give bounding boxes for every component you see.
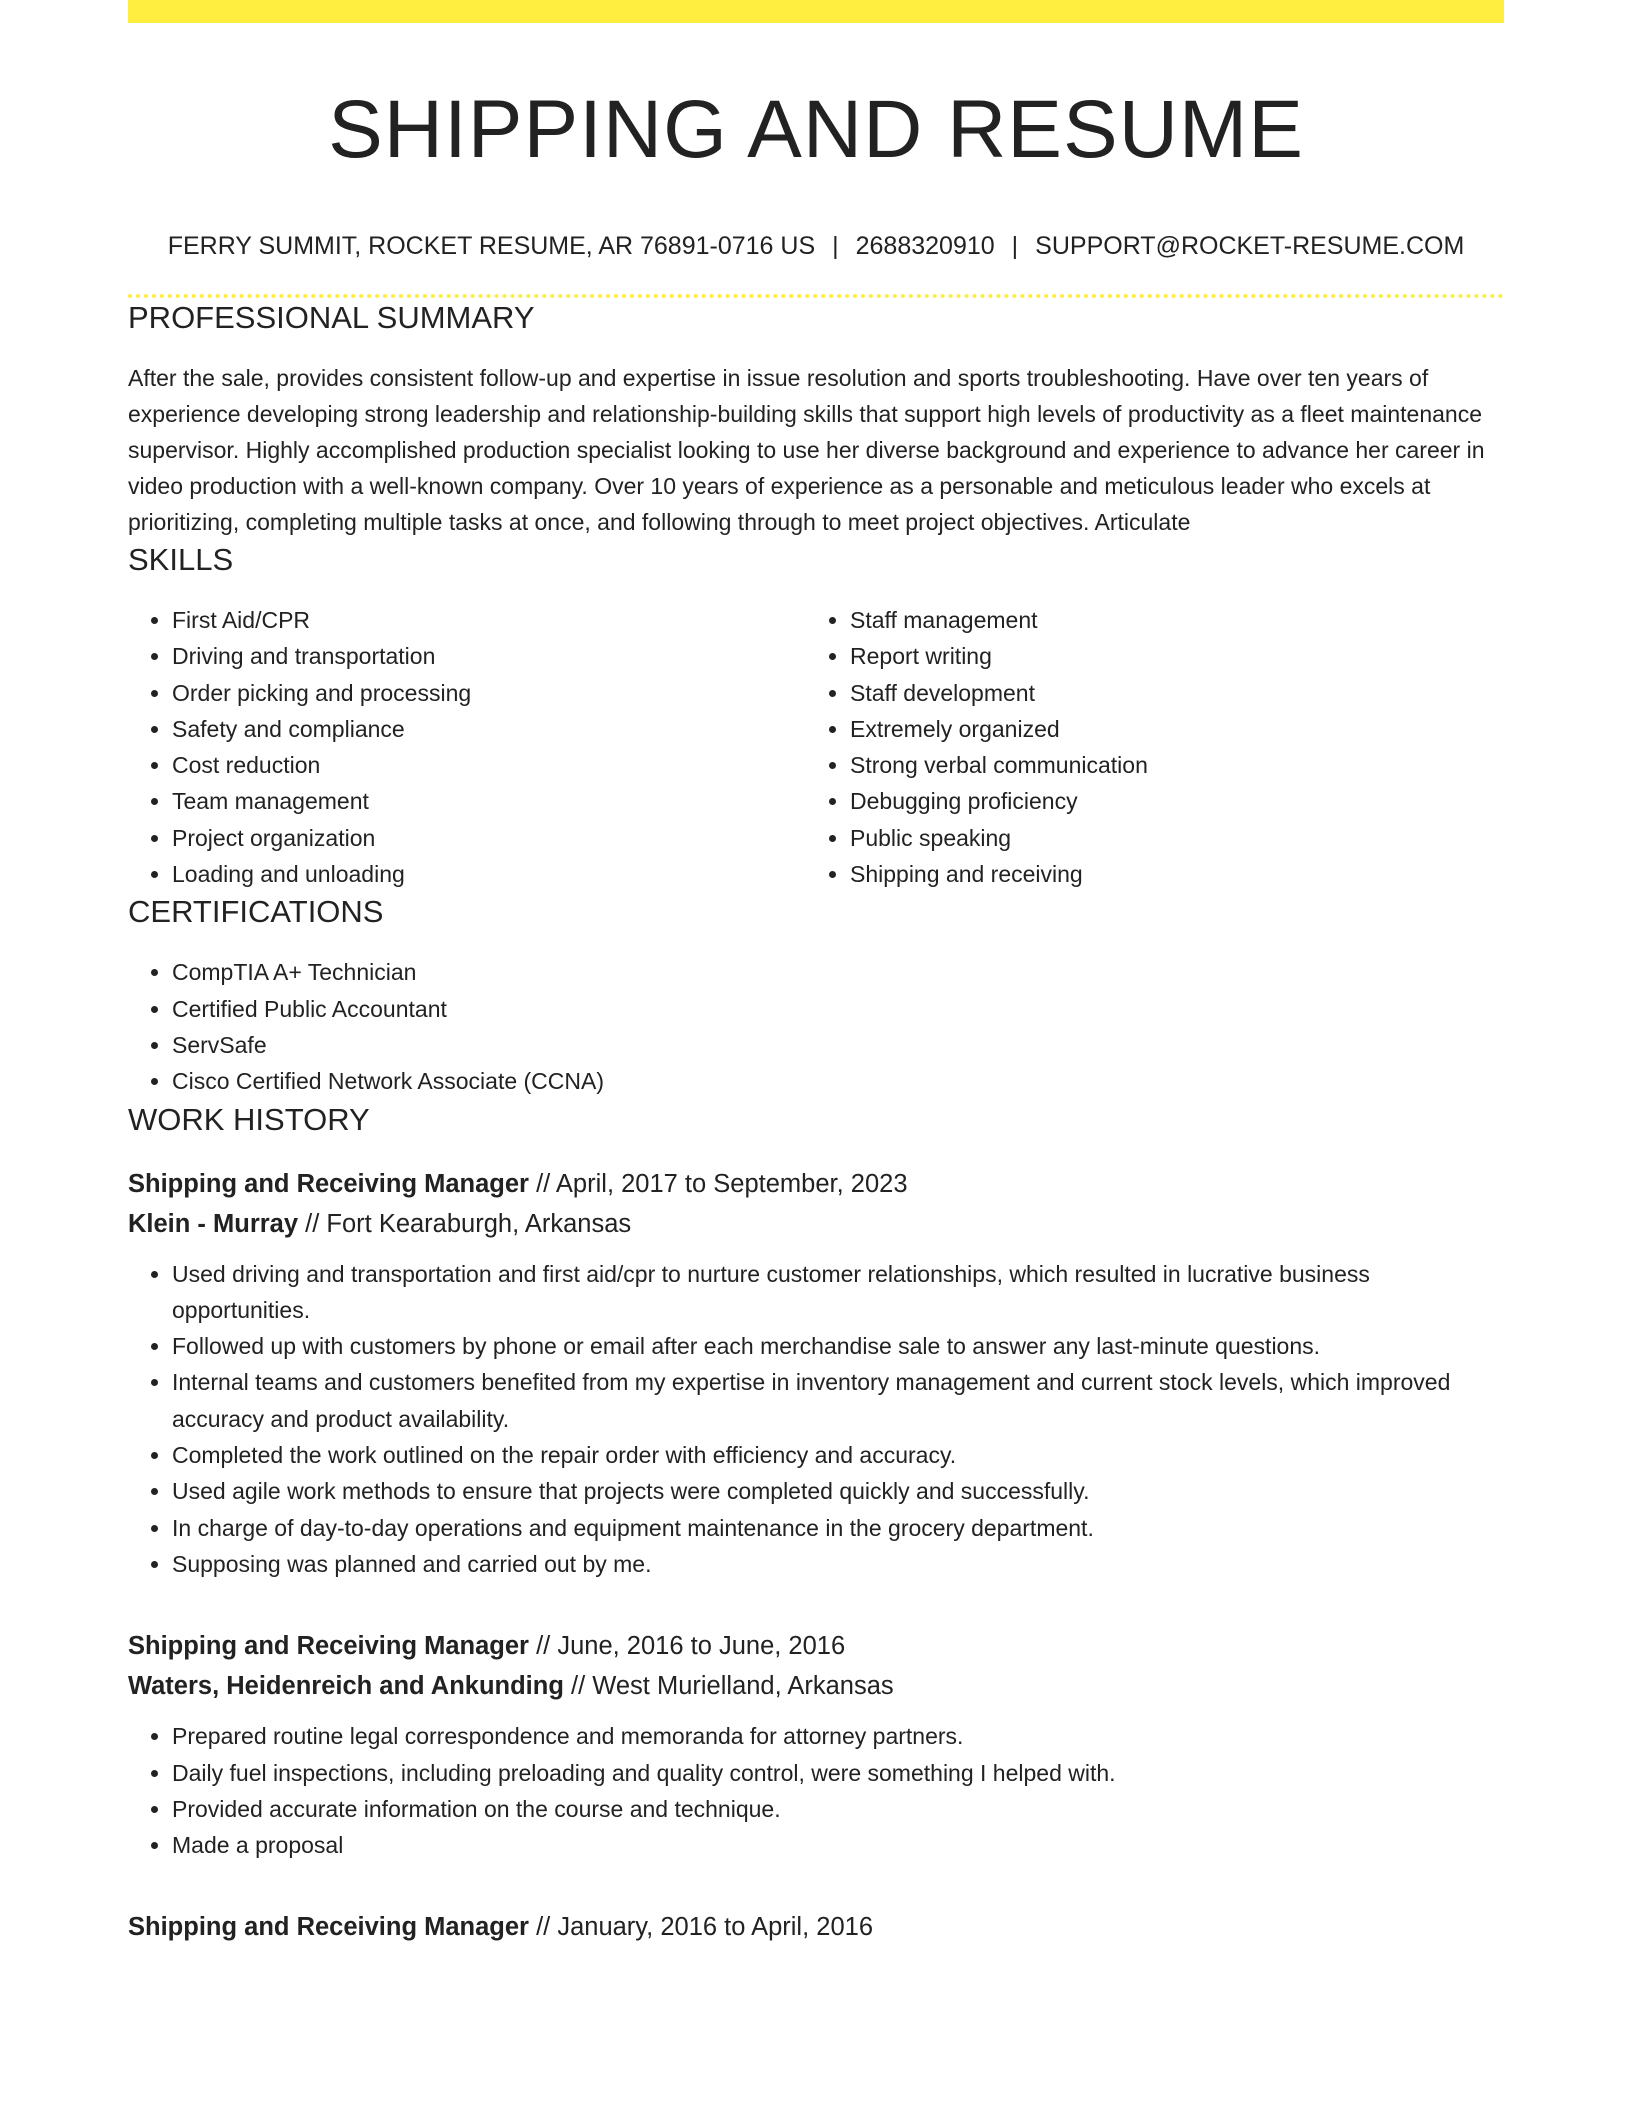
- skill-item: • Staff management: [850, 602, 1504, 638]
- job-company: Klein - Murray: [128, 1209, 299, 1238]
- contact-separator: |: [1011, 232, 1019, 260]
- job-bullets: [128, 1718, 1504, 1863]
- skill-item: • Safety and compliance: [172, 711, 806, 747]
- skills-heading: SKILLS: [128, 542, 234, 577]
- contact-phone: 2688320910: [855, 232, 995, 260]
- contact-separator: |: [832, 232, 839, 260]
- job-location: // Fort Kearaburgh, Arkansas: [305, 1209, 632, 1238]
- job-bullet: • Internal teams and customers benefited from my expertise in inventory management and current stock levels, which improved accuracy and product availability.: [172, 1364, 1504, 1437]
- skill-item: • Shipping and receiving: [850, 856, 1504, 892]
- certification-item: • CompTIA A+ Technician: [172, 954, 1504, 990]
- job-company: Waters, Heidenreich and Ankunding: [128, 1672, 564, 1701]
- job-entry: [128, 1907, 1504, 1947]
- job-entry: [128, 1164, 1504, 1583]
- summary-text: After the sale, provides consistent follow-up and expertise in issue resolution and sports troubleshooting. Have over ten years of experience developing strong leadership and relationship-building skills that support high levels of productivity as a fleet maintenance supervisor. Highly accomplished production specialist looking to use her diverse background and experience to advance her career in video production with a well-known company. Over 10 years of experience as a personable and meticulous leader who excels at prioritizing, completing multiple tasks at once, and following through to meet project objectives. Articulate: [128, 365, 1485, 535]
- job-bullets: [128, 1256, 1504, 1583]
- skill-item: • Loading and unloading: [172, 856, 806, 892]
- certification-item: • Certified Public Accountant: [172, 991, 1504, 1027]
- skill-item: • Staff development: [850, 675, 1504, 711]
- skill-item: • Extremely organized: [850, 711, 1504, 747]
- certifications-heading: CERTIFICATIONS: [128, 894, 384, 930]
- job-dates: // January, 2016 to April, 2016: [536, 1913, 873, 1942]
- job-bullet: • Daily fuel inspections, including preloading and quality control, were something I helped with.: [172, 1755, 1504, 1791]
- skill-item: • Team management: [172, 783, 806, 819]
- skills-list-left: [128, 602, 806, 892]
- contact-address: FERRY SUMMIT, ROCKET RESUME, AR 76891-0716 US: [167, 232, 816, 260]
- skill-item: • Driving and transportation: [172, 638, 806, 674]
- certifications-list: [128, 954, 1504, 1099]
- job-bullet: • Completed the work outlined on the repair order with efficiency and accuracy.: [172, 1437, 1504, 1473]
- job-bullet: • Made a proposal: [172, 1827, 1504, 1863]
- skill-item: • Order picking and processing: [172, 675, 806, 711]
- job-company-line: [128, 1666, 1504, 1706]
- job-title-line: [128, 1907, 1504, 1947]
- job-bullet: • Used agile work methods to ensure that projects were completed quickly and successfully.: [172, 1473, 1504, 1509]
- certification-item: • ServSafe: [172, 1027, 1504, 1063]
- skill-item: • Public speaking: [850, 820, 1504, 856]
- skill-item: • Debugging proficiency: [850, 783, 1504, 819]
- skills-columns: [128, 602, 1504, 892]
- skill-item: • Project organization: [172, 820, 806, 856]
- skills-column-left: [128, 602, 806, 892]
- skill-item: • Strong verbal communication: [850, 747, 1504, 783]
- job-dates: // April, 2017 to September, 2023: [536, 1169, 908, 1198]
- job-bullet: • Provided accurate information on the course and technique.: [172, 1791, 1504, 1827]
- contact-email: SUPPORT@ROCKET-RESUME.COM: [1035, 232, 1465, 260]
- skills-column-right: [806, 602, 1504, 892]
- skills-list-right: [806, 602, 1504, 892]
- job-bullet: • Followed up with customers by phone or email after each merchandise sale to answer any last-minute questions.: [172, 1328, 1504, 1364]
- skill-item: • First Aid/CPR: [172, 602, 806, 638]
- summary-heading: PROFESSIONAL SUMMARY: [128, 300, 535, 335]
- job-role: Shipping and Receiving Manager: [128, 1169, 529, 1198]
- job-role: Shipping and Receiving Manager: [128, 1913, 529, 1942]
- skill-item: • Report writing: [850, 638, 1504, 674]
- job-location: // West Murielland, Arkansas: [571, 1672, 894, 1701]
- job-bullet: • Prepared routine legal correspondence and memoranda for attorney partners.: [172, 1718, 1504, 1754]
- contact-line: [128, 230, 1504, 262]
- job-bullet: • Supposing was planned and carried out by me.: [172, 1546, 1504, 1582]
- job-bullet: • In charge of day-to-day operations and equipment maintenance in the grocery department.: [172, 1510, 1504, 1546]
- job-title-line: [128, 1626, 1504, 1666]
- certifications-block: [128, 954, 1504, 1099]
- job-dates: // June, 2016 to June, 2016: [536, 1632, 846, 1661]
- certification-item: • Cisco Certified Network Associate (CCNA): [172, 1063, 1504, 1099]
- job-company-line: [128, 1204, 1504, 1244]
- resume-name: SHIPPING AND RESUME: [328, 84, 1304, 175]
- job-entry: [128, 1626, 1504, 1863]
- work-history-heading: WORK HISTORY: [128, 1101, 370, 1137]
- job-role: Shipping and Receiving Manager: [128, 1632, 529, 1661]
- job-bullet: • Used driving and transportation and first aid/cpr to nurture customer relationships, which resulted in lucrative business opportunities.: [172, 1256, 1504, 1329]
- job-title-line: [128, 1164, 1504, 1204]
- skill-item: • Cost reduction: [172, 747, 806, 783]
- resume-content: [128, 0, 1504, 1947]
